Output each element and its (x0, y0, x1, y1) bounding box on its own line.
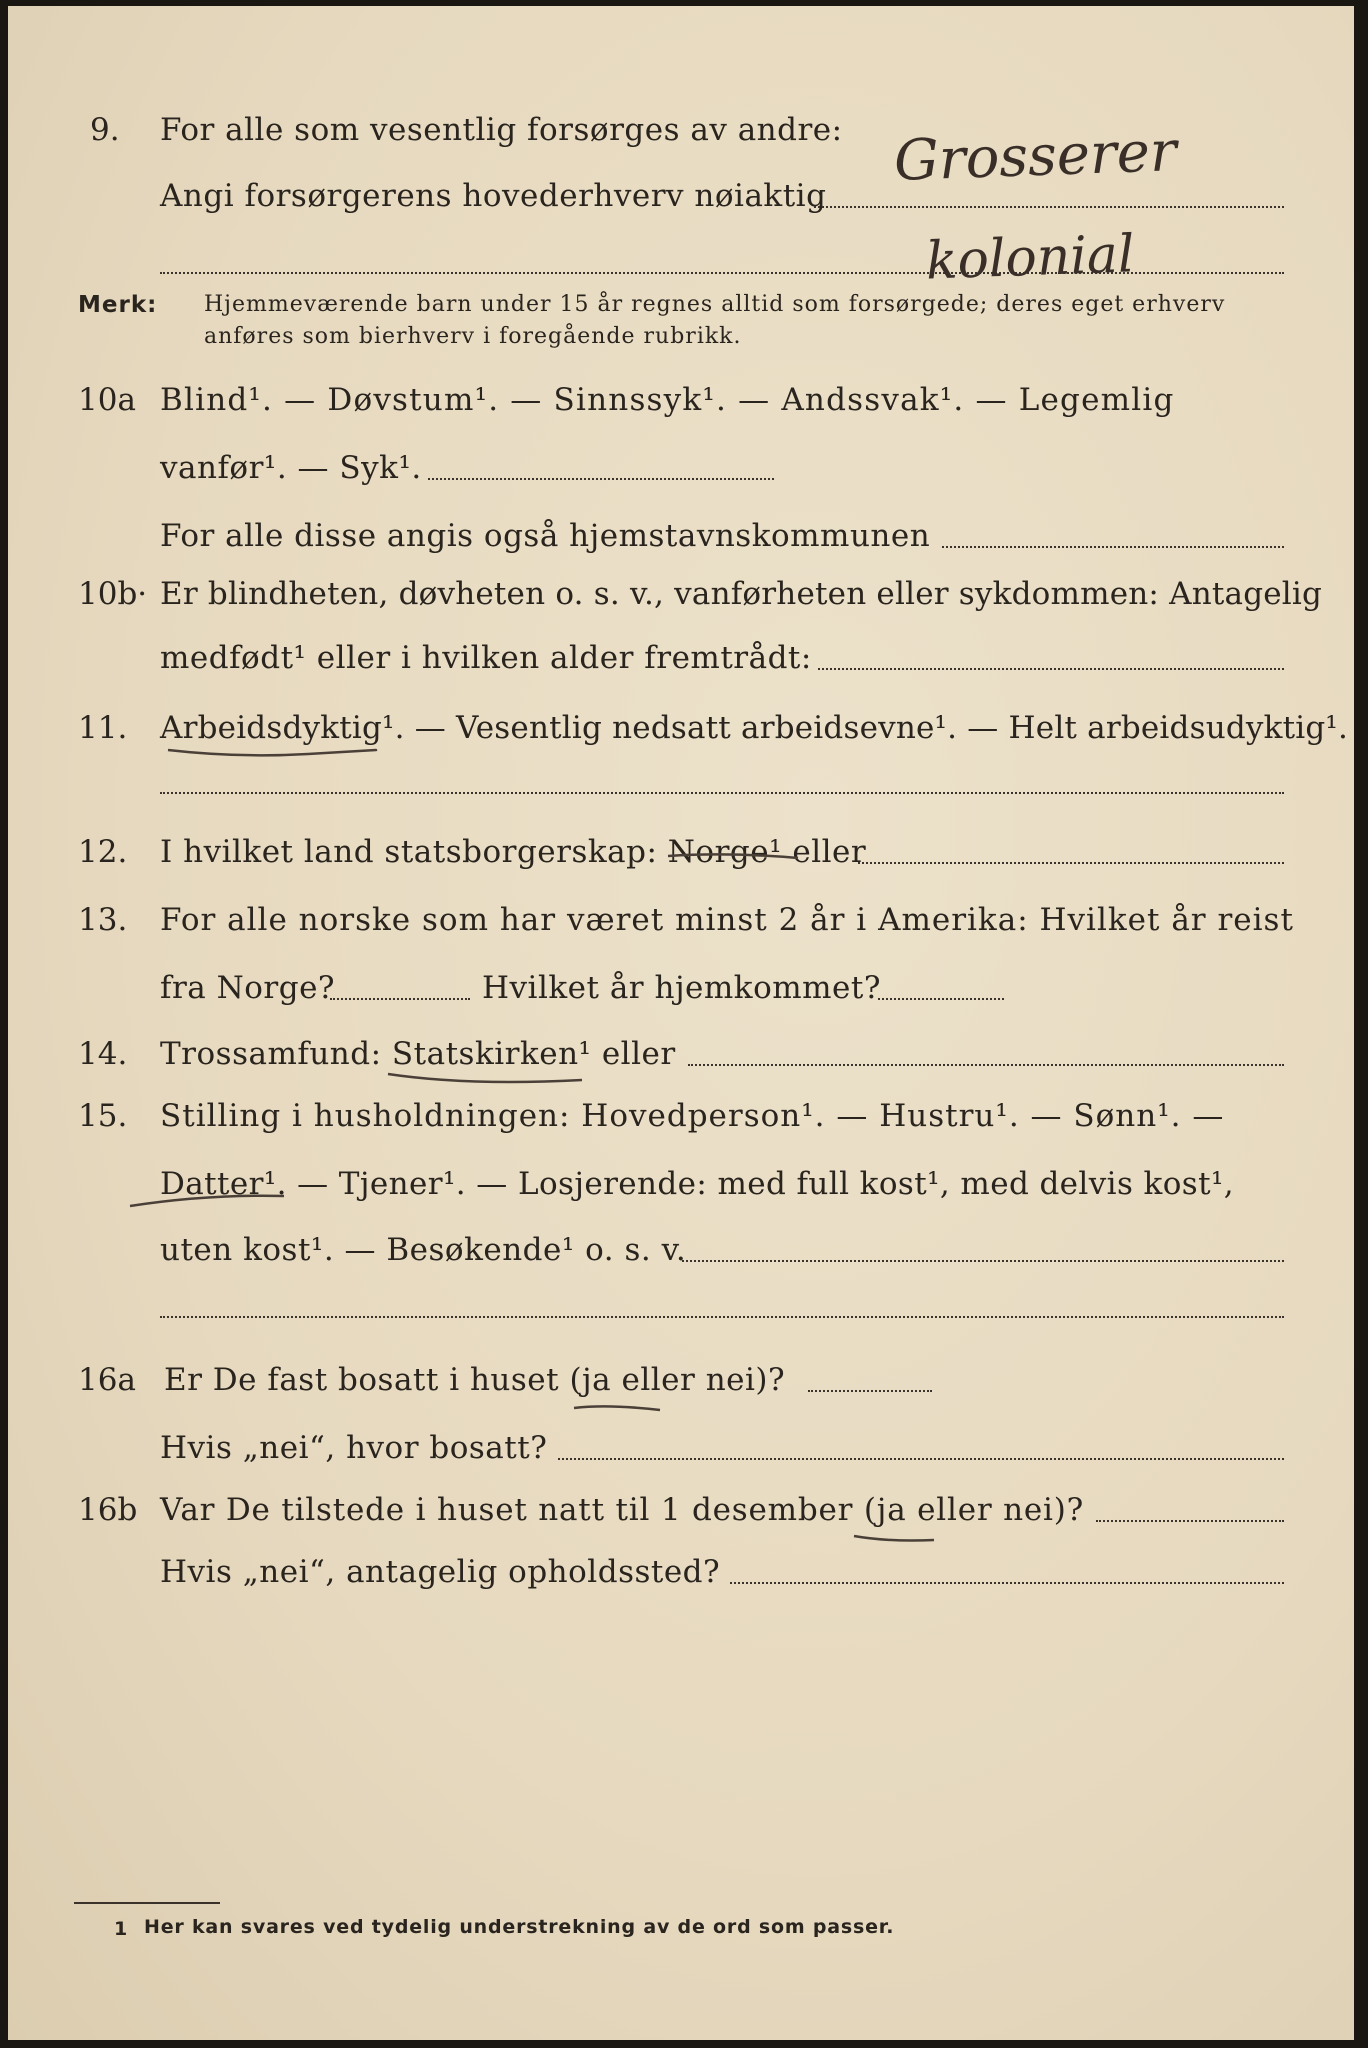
footnote-marker: 1 (114, 1918, 129, 1940)
q16b-number: 16b (78, 1492, 138, 1528)
q16b-line1: Var De tilstede i huset natt til 1 desember (ja eller nei)? (160, 1492, 1085, 1528)
q13-line2b: Hvilket år hjemkommet? (482, 970, 881, 1006)
q12-line1: I hvilket land statsborgerskap: Norge¹ eller (160, 834, 867, 870)
q15-number: 15. (78, 1098, 128, 1134)
q15-line2: Datter¹. — Tjener¹. — Losjerende: med full kost¹, med delvis kost¹, (160, 1166, 1235, 1202)
q13-line1: For alle norske som har været minst 2 år i Amerika: Hvilket år reist (160, 902, 1294, 938)
underline-ja-16a (574, 1406, 660, 1410)
q9-line1: For alle som vesentlig forsørges av andre: (160, 112, 843, 148)
q12-number: 12. (78, 834, 128, 870)
q9-handwritten-answer2: kolonial (925, 224, 1136, 292)
underline-ja-16b (854, 1536, 934, 1541)
merk-label: Merk: (78, 292, 158, 318)
q10b-line1: Er blindheten, døvheten o. s. v., vanførheten eller sykdommen: Antagelig (160, 576, 1323, 612)
q9-handwritten-answer1: Grosserer (892, 119, 1178, 194)
q15-line3: uten kost¹. — Besøkende¹ o. s. v. (160, 1232, 687, 1268)
q14-line1: Trossamfund: Statskirken¹ eller (160, 1036, 676, 1072)
merk-line1: Hjemmeværende barn under 15 år regnes alltid som forsørgede; deres eget erhverv (204, 292, 1226, 317)
q10a-line2: vanfør¹. — Syk¹. (160, 450, 422, 486)
q9-line2: Angi forsørgerens hovederhverv nøiaktig (160, 178, 827, 214)
q10a-number: 10a (78, 382, 136, 418)
q9-number: 9. (90, 112, 120, 148)
q16b-line2: Hvis „nei“, antagelig opholdssted? (160, 1554, 721, 1590)
q16a-line1: Er De fast bosatt i huset (ja eller nei)? (164, 1362, 786, 1398)
q11-number: 11. (78, 710, 128, 746)
underline-datter (130, 1196, 284, 1206)
footnote-text: Her kan svares ved tydelig understrekning av de ord som passer. (144, 1916, 895, 1938)
q10b-number: 10b· (78, 576, 148, 612)
q10a-line1: Blind¹. — Døvstum¹. — Sinnssyk¹. — Andssvak¹. — Legemlig (160, 382, 1175, 418)
q11-line1: Arbeidsdyktig¹. — Vesentlig nedsatt arbeidsevne¹. — Helt arbeidsudyktig¹. (160, 710, 1349, 746)
q10a-line3: For alle disse angis også hjemstavnskommunen (160, 518, 931, 554)
q14-number: 14. (78, 1036, 128, 1072)
q13-number: 13. (78, 902, 128, 938)
census-form-page (8, 6, 1354, 2040)
q13-line2a: fra Norge? (160, 970, 336, 1006)
q16a-line2: Hvis „nei“, hvor bosatt? (160, 1430, 548, 1466)
underline-statskirken (388, 1074, 582, 1082)
merk-line2: anføres som bierhverv i foregående rubrikk. (204, 324, 742, 349)
pencil-underline-marks (8, 6, 1354, 2040)
q16a-number: 16a (78, 1362, 136, 1398)
q15-line1: Stilling i husholdningen: Hovedperson¹. — Hustru¹. — Sønn¹. — (160, 1098, 1225, 1134)
q10b-line2: medfødt¹ eller i hvilken alder fremtrådt: (160, 640, 812, 676)
underline-arbeidsdyktig (168, 750, 376, 755)
underline-norge (668, 854, 798, 858)
